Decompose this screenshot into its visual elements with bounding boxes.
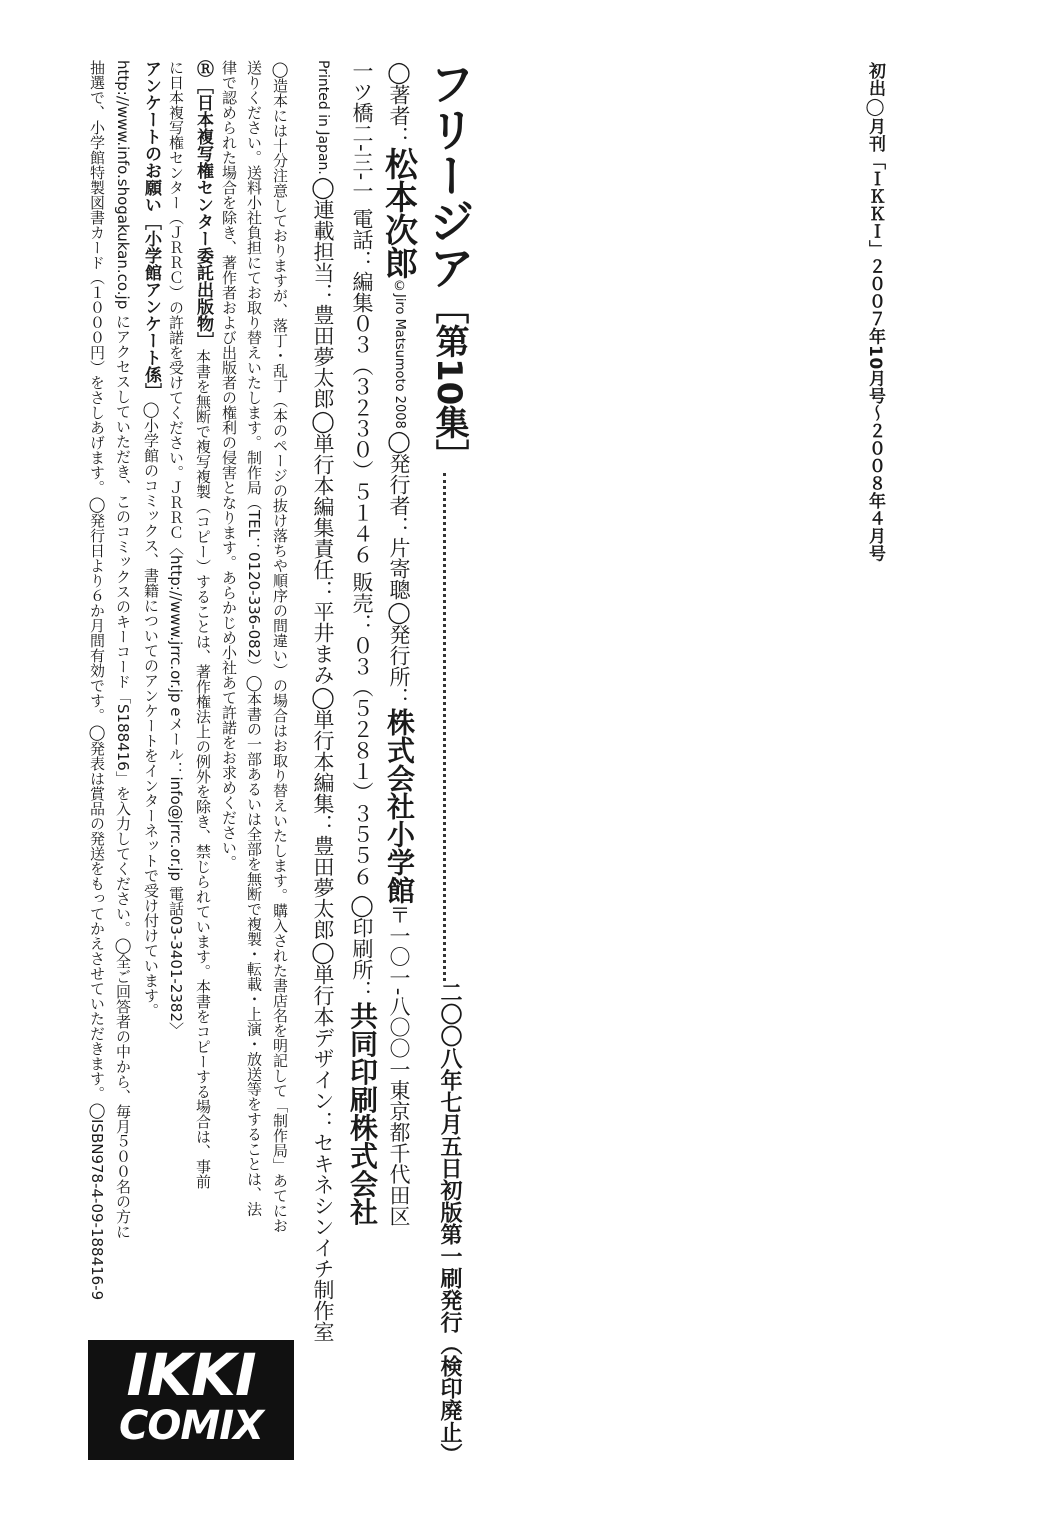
title-column	[422, 60, 476, 1466]
fine-print-line-5: に日本複写権センター（ＪＲＲＣ）の許諾を受けてください。ＪＲＲＣ〈http://www.jrrc.or.jp eメール：info@jrrc.or.jp 電話03-3401-2382〉	[167, 60, 185, 1037]
fine-print-line-8: 抽選で、小学館特製図書カード（１０００円）をさしあげます。◯発行日より６か月間有効です。◯発表は賞品の発送をもってかえさせていただきます。◯ISBN978-4-09-188416-9	[88, 60, 106, 1301]
edition-note: 初版第一刷発行（検印廃止）	[437, 1179, 462, 1466]
publisher-company: 株式会社小学館	[383, 707, 416, 904]
jrrc-notice: 本書を無断で複写複製（コピー）することは、著作権法上の例外を除き、禁じられています。本書をコピーする場合は、事前	[194, 349, 212, 1189]
publication-date: 二〇〇八年七月五日	[437, 981, 462, 1180]
survey-label: アンケートのお願い［小学館アンケート係］	[141, 60, 161, 400]
copyright-notice: ©Jiro Matsumoto 2008	[392, 279, 407, 429]
first-publication-note: 初出◯月刊「ＩＫＫＩ」２００７年10月号～２００８年４月号	[865, 62, 885, 563]
fine-print-line-6	[142, 60, 159, 1018]
logo-line-2: COMIX	[119, 1403, 263, 1449]
survey-notice: ◯小学館のコミックス、書籍についてのアンケートをインターネットで受け付けています。	[142, 400, 160, 1018]
printed-in-japan: Printed in Japan.	[315, 60, 331, 175]
publisher-address: 〒一〇一-八〇〇一東京都千代田区	[387, 903, 411, 1227]
ikki-comix-logo	[88, 1340, 294, 1460]
logo-line-1: IKKI	[126, 1341, 256, 1409]
contact-printer-line	[346, 60, 379, 1226]
book-title: フリージア	[422, 60, 476, 290]
fine-print-line-4	[194, 60, 211, 1189]
printer-company: 共同印刷株式会社	[346, 1001, 379, 1226]
fine-print-line-3: 律で認められた場合を除き、著作者および出版者の権利の侵害となります。あらかじめ小社あて許諾をお求めください。	[220, 60, 238, 870]
dotted-leader	[443, 473, 446, 981]
fine-print-line-1: ◯造本には十分注意しておりますが、落丁・乱丁（本のページの抜け落ちや順序の間違い）の場合はお取り替えいたします。購入された書店名を明記して「制作局」あてにお	[271, 60, 289, 1233]
address-phone: 一ツ橋二-三-一 電話：編集０３（３２３０）５１４６ 販売：０３（５２８１）３５５６ ◯印刷所：	[350, 60, 374, 1002]
author-name: 松本次郎	[380, 147, 419, 279]
volume-number: ［第10集］	[429, 290, 469, 474]
author-label: ◯著者：	[387, 60, 411, 147]
staff-line	[312, 60, 333, 1342]
staff-credits: ◯連載担当：豊田夢太郎◯単行本編集責任：平井まみ◯単行本編集：豊田夢太郎◯単行本デザイン：セキネシンイチ制作室	[311, 174, 335, 1342]
publisher-label: ◯発行者：片寄聰◯発行所：	[387, 428, 411, 708]
author-publisher-line	[380, 60, 419, 1227]
fine-print-line-2: 送りください。送料小社負担にてお取り替えいたします。制作局（TEL：0120-336-082）◯本書の一部あるいは全部を無断で複製・転載・上演・放送等をすることは、法	[245, 60, 263, 1217]
jrrc-label: Ⓡ［日本複写権センター委託出版物］	[193, 60, 213, 349]
fine-print-line-7: http://www.info.shogakukan.co.jp にアクセスしていただき、このコミックスのキーコード「S188416」を入力してください。◯全ご回答者の中から、毎月５００名の方に	[114, 60, 132, 1239]
